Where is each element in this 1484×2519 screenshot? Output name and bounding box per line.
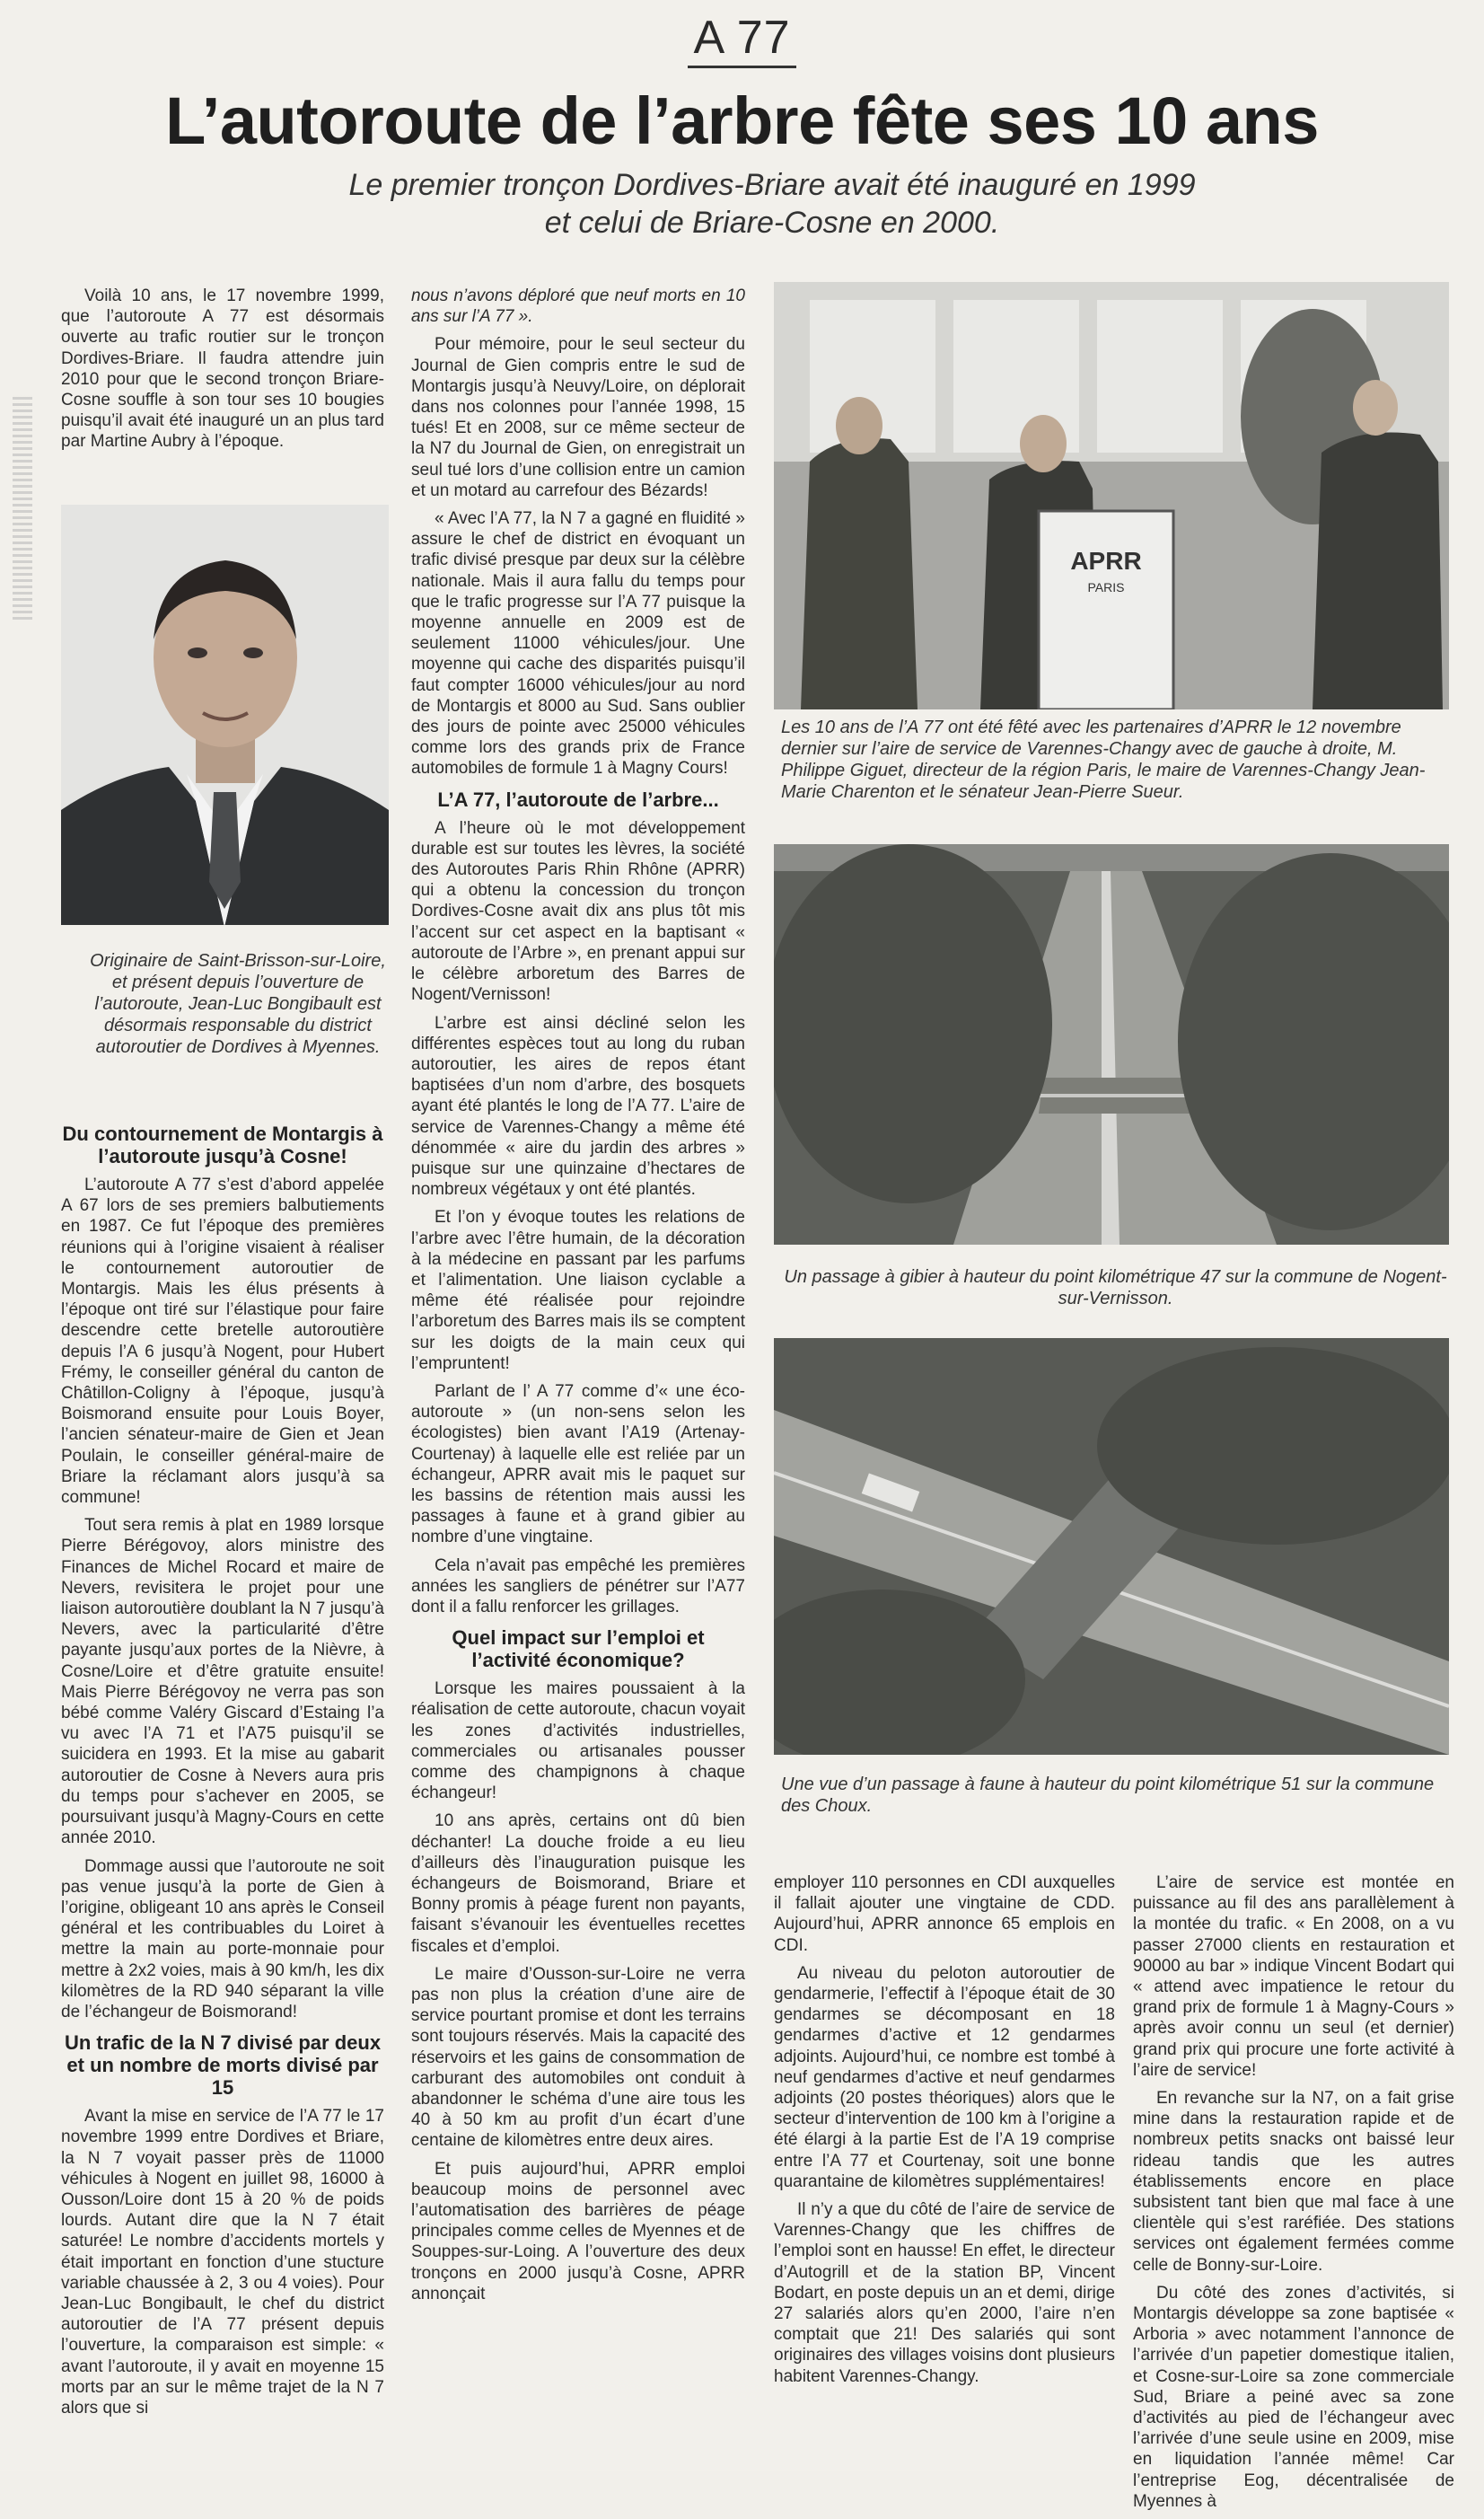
aerial-overpass-illustration [774, 1338, 1449, 1755]
paragraph: L’arbre est ainsi décliné selon les différentes espèces tout au long du ruban autoroutier, les aires de repos étant baptisées d’un nom d’arbre, des bosquets ayant été plantés le long de l’A 77. L’aire de service de Varennes-Changy a même été dénommée « aire du jardin des arbres » puisque sur une quinzaine d’hectares de nombreux végétaux y ont été plantés. [411, 1013, 745, 1200]
portrait-illustration [61, 505, 389, 925]
paragraph: Cela n’avait pas empêché les premières années les sangliers de pénétrer sur l’A77 dont il a fallu renforcer les grillages. [411, 1555, 745, 1616]
paragraph: Pour mémoire, pour le seul secteur du Journal de Gien compris entre le sud de Montargis jusqu’à Neuvy/Loire, on déplorait dans nos colonnes pour l’année 1998, 15 tués! Et en 2008, sur ce même secteur de la N7 du Journal de Gien, on enregistrait un seul tué lors d’une collision entre un camion et un motard au carrefour des Bézards! [411, 335, 745, 500]
section-rubric: A 77 [0, 11, 1484, 65]
paragraph: L’aire de service est montée en puissance au fil des ans parallèlement à la montée du trafic. « En 2008, on a vu passer 27000 clients en restauration et 90000 au bar » indique Vincent Bodart qui « attend avec impatience le retour du grand prix de formule 1 à Magny-Cours » après avoir connu un seul (et dernier) grand prix qui procure une forte activité à l’aire de service! [1133, 1873, 1454, 2080]
paragraph: Au niveau du peloton autoroutier de gendarmerie, l’effectif à l’époque était de 30 gendarmes se décomposant en 18 gendarmes d’active et 12 gendarmes adjoints. Aujourd’hui, ce nombre est tombé à neuf gendarmes d’active et neuf gendarmes adjoints (20 postes théoriques) alors que le secteur d’intervention de 100 km à l’origine a été élargi à la partie Est de l’A 19 comprise entre l’A 77 et Courtenay, soit une bonne quarantaine de kilomètres supplémentaires! [774, 1963, 1115, 2191]
paragraph: Et puis aujourd’hui, APRR emploi beaucoup moins de personnel avec l’automatisation des barrières de péage principales comme celles de Myennes et de Souppes-sur-Loing. A l’ouverture des deux tronçons en 2000 jusqu’à Cosne, APRR annonçait [411, 2159, 745, 2303]
paragraph: employer 110 personnes en CDI auxquelles il fallait ajouter une vingtaine de CDD. Aujourd’hui, APRR annonce 65 emplois en CDI. [774, 1873, 1115, 1955]
column-1-top [61, 286, 384, 460]
wildlife-crossing-47-photo [774, 844, 1449, 1245]
subheadline [233, 166, 1311, 242]
ceremony-caption: Les 10 ans de l’A 77 ont été fêté avec les partenaires d’APRR le 12 novembre dernier sur l’aire de service de Varennes-Changy avec de gauche à droite, M. Philippe Giguet, directeur de la région Paris, le maire de Varennes-Changy Jean-Marie Charenton et le sénateur Jean-Pierre Sueur. [781, 718, 1426, 802]
subheading-arbre: L’A 77, l’autoroute de l’arbre... [437, 788, 719, 811]
paragraph: En revanche sur la N7, on a fait grise mine dans la restauration rapide et de nombreux petits snacks ont baissé leur rideau tandis que les autres établissements encore en place subsistent tant bien que mal face à une clientèle qui s’est raréfiée. Des stations services ont également fermées comme celle de Bonny-sur-Loire. [1133, 2089, 1454, 2275]
paragraph: Il n’y a que du côté de l’aire de service de Varennes-Changy que les chiffres de l’emploi sont en hausse! En effet, le directeur d’Autogrill et de la station BP, Vincent Bodart, en poste depuis un an et demi, dirige 27 salariés alors qu’en 2000, l’aire n’en comptait que 21! Des salariés qui sont originaires des villages voisins dont plusieurs habitent Varennes-Changy. [774, 2200, 1115, 2386]
subheading-trafic: Un trafic de la N 7 divisé par deux et un nombre de morts divisé par 15 [64, 2031, 382, 2100]
column-5 [774, 1872, 1115, 2394]
paragraph: L’autoroute A 77 s’est d’abord appelée A 67 lors de ses premiers balbutiements en 1987. Ce fut l’époque des premières réunions qui à l’origine visaient à réaliser le contournement autoroutier de Montargis. Mais les élus présents à l’époque ont tiré sur l’élastique pour faire descendre cette bretelle autoroutière depuis l’A 6 jusqu’à Nogent, pour Hubert Frémy, le conseiller général du canton de Châtillon-Coligny à l’époque, jusqu’à Boismorand ensuite pour Louis Boyer, l’ancien sénateur-maire de Gien et Jean Poulain, le conseiller général-maire de Briare la réclamant alors jusqu’à sa commune! [61, 1176, 384, 1508]
paragraph: Avant la mise en service de l’A 77 le 17 novembre 1999 entre Dordives et Briare, la N 7 voyait passer près de 11000 véhicules à Nogent en juillet 98, 16000 à Ousson/Loire dont 15 à 20 % de poids lourds. Autant dire que la N 7 était saturée! Le nombre d’accidents mortels y était important en fonction d’une stucture variable chaussée à 2, 3 ou 4 voies). Pour Jean-Luc Bongibault, le chef du district autoroutier de l’A 77 présent depuis l’ouverture, la comparaison est simple: « avant l’autoroute, il y avait en moyenne 15 morts par an sur le même trajet de la N 7 alors que si [61, 2107, 384, 2418]
intro-paragraph: Voilà 10 ans, le 17 novembre 1999, que l’autoroute A 77 est désormais ouverte au trafic routier sur le tronçon Dordives-Briare. Il faudra attendre juin 2010 pour que le second tronçon Briare-Cosne souffle à son tour ses 10 bougies puisqu’il avait été inauguré un an plus tard par Martine Aubry à l’époque. [61, 286, 384, 452]
paragraph: Parlant de l’ A 77 comme d’« une éco-autoroute » (un non-sens selon les écologistes) bien avant l’A19 (Artenay-Courtenay) à laquelle elle est reliée par un échangeur, APRR avait mis le paquet sur les bassins de rétention mais aussi les passages à faune et à grand gibier au nombre d’une vingtaine. [411, 1381, 745, 1547]
subheading-contournement: Du contournement de Montargis à l’autoroute jusqu’à Cosne! [62, 1123, 383, 1167]
subheading-emploi: Quel impact sur l’emploi et l’activité économique? [452, 1626, 705, 1672]
paragraph: A l’heure où le mot développement durable est sur toutes les lèvres, la société des Autoroutes Paris Rhin Rhône (APRR) qui a obtenu la concession du tronçon Dordives-Cosne avait dix ans plus tôt mis l’accent sur cet aspect en la baptisant « autoroute de l’Arbre », en prenant appui sur le célèbre arboretum des Barres de Nogent/Vernisson! [411, 818, 745, 1005]
paragraph: Lorsque les maires poussaient à la réalisation de cette autoroute, chacun voyait les zones d’activités industrielles, commerciales ou artisanales pousser comme des champignons à chaque échangeur! [411, 1679, 745, 1803]
aerial-highway-illustration [774, 844, 1449, 1245]
paragraph: Dommage aussi que l’autoroute ne soit pas venue jusqu’à la porte de Gien à l’origine, obligeant 10 ans après le Conseil général et les contribuables du Loiret à mettre la main au porte-monnaie pour mettre à 2x2 voies, mais à 90 km/h, les dix kilomètres de la RD 940 séparant la ville de l’échangeur de Boismorand! [61, 1856, 384, 2021]
column-2 [411, 286, 745, 2312]
aprr-sign-logo: APRR [1070, 547, 1142, 575]
paragraph: Tout sera remis à plat en 1989 lorsque Pierre Bérégovoy, alors ministre des Finances de Michel Rocard et maire de Nevers, revisitera le projet pour une liaison autoroutière doublant la N 7 jusqu’à Nevers, avec la particularité d’être payante jusqu’aux portes de la Nièvre, à Cosne/Loire et d’être gratuite ensuite! Mais Pierre Bérégovoy ne verra pas son bébé comme Valéry Giscard d’Estaing l’a vu avec l’A 71 et l’A75 puisqu’il se suicidera en 1993. Et la mise au gabarit autoroutier de Cosne à Nevers aura pris du temps pour s’achever en 2005, se poursuivant jusqu’à Magny-Cours en cette année 2010. [61, 1516, 384, 1848]
subheadline-line-2: et celui de Briare-Cosne en 2000. [544, 206, 1000, 240]
paragraph: Et l’on y évoque toutes les relations de l’arbre avec l’être humain, de la décoration à la médecine en passant par les parfums et l’alimentation. Une liaison cyclable a même été réalisée pour rejoindre l’arboretum des Barres mais ils se comptent sur les doigts de la main ceux qui l’empruntent! [411, 1208, 745, 1373]
headline: L’autoroute de l’arbre fête ses 10 ans [165, 84, 1319, 158]
ceremony-illustration [774, 282, 1449, 709]
ceremony-photo [774, 282, 1449, 709]
scan-edge [13, 395, 32, 620]
column-6 [1133, 1872, 1454, 2519]
subheadline-line-1: Le premier tronçon Dordives-Briare avait été inauguré en 1999 [348, 168, 1196, 202]
column-1-bottom [61, 1114, 384, 2426]
paragraph: « Avec l’A 77, la N 7 a gagné en fluidité » assure le chef de district en évoquant un trafic divisé presque par deux sur la célèbre nationale. Mais il aura fallu du temps pour que le trafic progresse sur l’A 77 puisque la moyenne annuelle en 2009 est de seulement 11000 véhicules/jour. Une moyenne qui cache des disparités puisqu’il faut compter 16000 véhicules/jour au nord de Montargis et 8000 au Sud. Sans oublier des jours de pointe avec 25000 véhicules comme lors des grands prix de France automobiles de formule 1 à Magny Cours! [411, 509, 745, 779]
paragraph: 10 ans après, certains ont dû bien déchanter! La douche froide a eu lieu d’ailleurs dès l’inauguration puisque les échangeurs de Boismorand, Briare et Bonny promis à péage furent non payants, faisant s’évanouir les éventuelles recettes fiscales et d’emploi. [411, 1811, 745, 1956]
wildlife-crossing-51-caption: Une vue d’un passage à faune à hauteur du point kilométrique 51 sur la commune des Choux. [781, 1775, 1435, 1816]
aprr-sign-sub: PARIS [1087, 580, 1125, 595]
wildlife-crossing-51-photo [774, 1338, 1449, 1755]
wildlife-crossing-47-caption: Un passage à gibier à hauteur du point kilométrique 47 sur la commune de Nogent-sur-Vernisson. [784, 1267, 1447, 1308]
paragraph: nous n’avons déploré que neuf morts en 10 ans sur l’A 77 ». [411, 286, 745, 327]
portrait-photo [61, 505, 389, 925]
paragraph: Le maire d’Ousson-sur-Loire ne verra pas non plus la création d’une aire de service pourtant promise et dont les terrains sont toujours réservés. Mais la capacité des réservoirs et les gains de consommation de carburant des automobiles ont conduit à abandonner le schéma d’une aire tous les 40 à 50 km au profit d’un écart d’une centaine de kilomètres entre deux aires. [411, 1964, 745, 2151]
portrait-caption: Originaire de Saint-Brisson-sur-Loire, et présent depuis l’ouverture de l’autoroute, Jean-Luc Bongibault est désormais responsable du district autoroutier de Dordives à Myennes. [90, 951, 386, 1057]
paragraph: Du côté des zones d’activités, si Montargis développe sa zone baptisée « Arboria » avec notamment l’annonce de l’arrivée d’un papetier domestique italien, et Cosne-sur-Loire sa zone commerciale Sud, Briare a peiné avec sa zone d’activités au pied de l’échangeur avec l’arrivée d’une seule usine en 2009, mise en liquidation l’année même! Car l’entreprise Eog, décentralisée de Myennes à [1133, 2283, 1454, 2511]
